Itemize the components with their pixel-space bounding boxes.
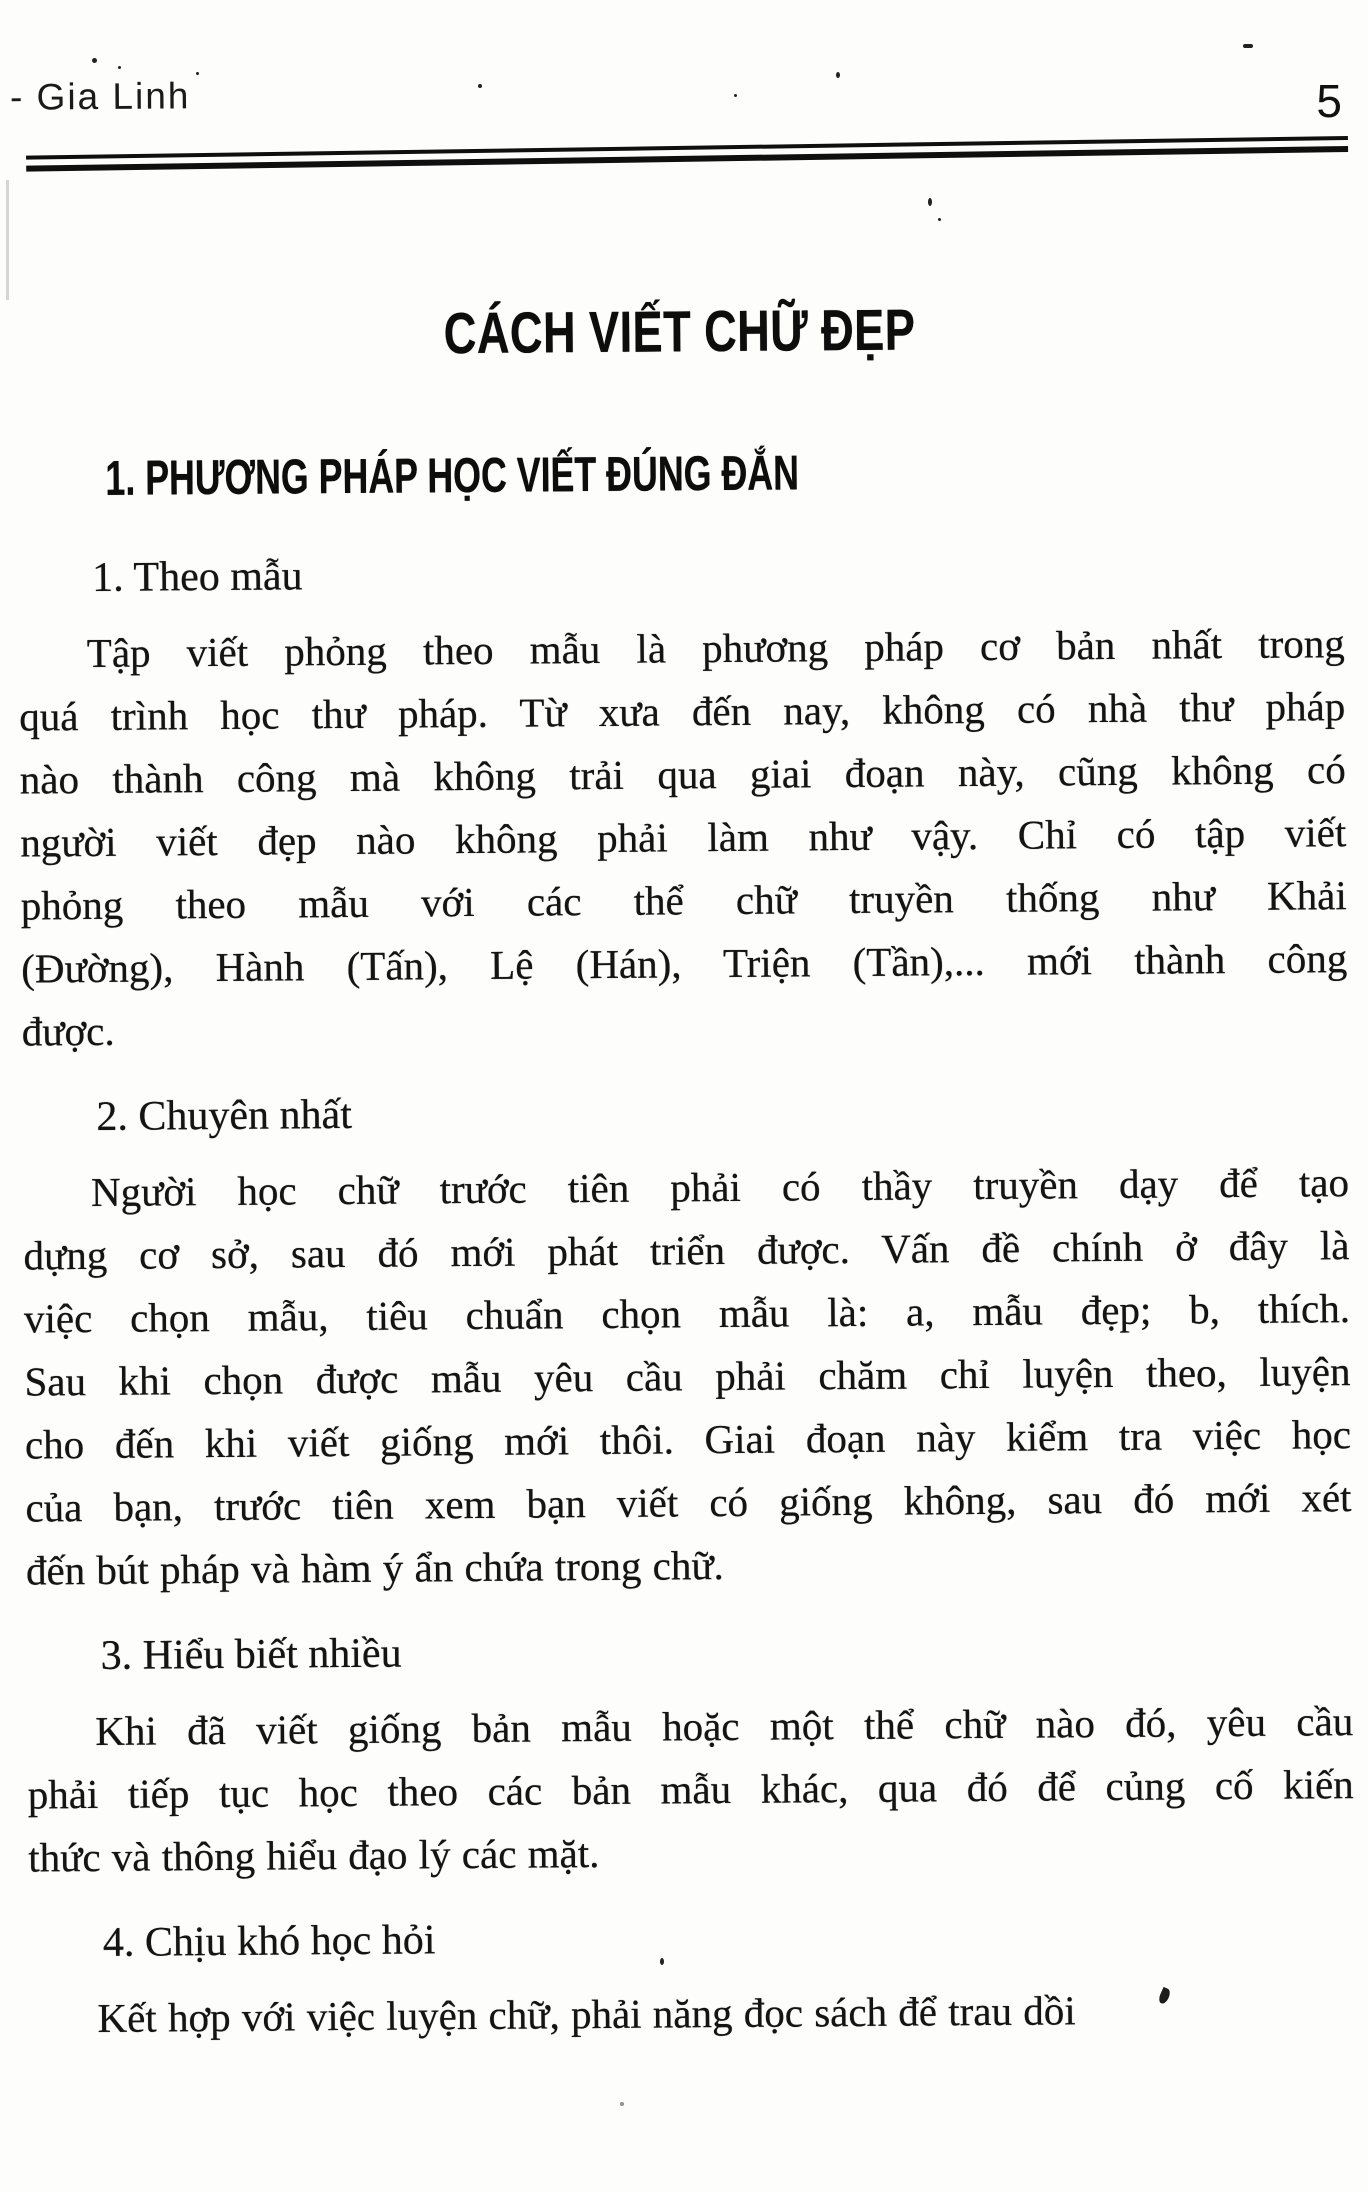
text-line: việc chọn mẫu, tiêu chuẩn chọn mẫu là: a, mẫu đẹp; b, thích. bbox=[23, 1285, 1351, 1342]
running-head-author: - Gia Linh bbox=[9, 75, 191, 118]
text-line: quá trình học thư pháp. Từ xưa đến nay, không có nhà thư pháp bbox=[19, 683, 1346, 740]
subsection-heading-3: 3. Hiểu biết nhiều bbox=[100, 1630, 402, 1679]
scan-speck bbox=[836, 72, 840, 78]
chapter-heading bbox=[17, 442, 1343, 506]
scan-speck bbox=[734, 94, 737, 97]
page-title bbox=[16, 296, 1342, 368]
paragraph bbox=[19, 612, 1348, 1063]
text-line: Tập viết phỏng theo mẫu là phương pháp cơ bản nhất trong bbox=[86, 620, 1345, 677]
scan-speck bbox=[118, 66, 121, 69]
scan-speck bbox=[938, 218, 941, 221]
scan-speck bbox=[92, 58, 97, 63]
paragraph bbox=[23, 1151, 1352, 1602]
page-content bbox=[16, 288, 1356, 2056]
text-line: được. bbox=[21, 1007, 115, 1055]
text-line: người viết đẹp nào không phải làm như vậy. Chỉ có tập viết bbox=[20, 809, 1347, 866]
subsection-heading-4: 4. Chịu khó học hỏi bbox=[102, 1917, 436, 1966]
text-line: (Đường), Hành (Tấn), Lệ (Hán), Triện (Tần),... mới thành công bbox=[21, 935, 1348, 992]
scan-speck bbox=[478, 84, 482, 88]
subsection-heading-2: 2. Chuyên nhất bbox=[96, 1091, 353, 1140]
scan-speck bbox=[660, 1958, 664, 1965]
text-line: Khi đã viết giống bản mẫu hoặc một thể chữ nào đó, yêu cầu bbox=[95, 1698, 1354, 1754]
subsection-heading-1: 1. Theo mẫu bbox=[92, 553, 303, 601]
paragraph bbox=[29, 1977, 1355, 2050]
text-line: Người học chữ trước tiên phải có thầy truyền dạy để tạo bbox=[90, 1159, 1350, 1215]
page-number: 5 bbox=[1316, 75, 1342, 127]
text-line: đến bút pháp và hàm ý ẩn chứa trong chữ. bbox=[25, 1542, 725, 1594]
scan-speck bbox=[928, 198, 932, 206]
scan-speck bbox=[620, 2102, 624, 2106]
text-line: cho đến khi viết giống mới thôi. Giai đoạn này kiểm tra việc học bbox=[24, 1411, 1352, 1468]
text-line: của bạn, trước tiên xem bạn viết có giống không, sau đó mới xét bbox=[25, 1474, 1352, 1531]
text-line: phải tiếp tục học theo các bản mẫu khác, qua đó để củng cố kiến bbox=[27, 1761, 1354, 1818]
chapter-heading-text: 1. PHƯƠNG PHÁP HỌC VIẾT ĐÚNG ĐẮN bbox=[105, 446, 800, 506]
paragraph bbox=[27, 1690, 1354, 1889]
text-line: dựng cơ sở, sau đó mới phát triển được. Vấn đề chính ở đây là bbox=[23, 1222, 1350, 1279]
text-line: nào thành công mà không trải qua giai đoạn này, cũng không có bbox=[19, 746, 1346, 803]
scan-speck bbox=[1243, 44, 1253, 48]
text-line: phỏng theo mẫu với các thể chữ truyền thống như Khải bbox=[20, 872, 1347, 929]
text-line: thức và thông hiểu đạo lý các mặt. bbox=[28, 1830, 600, 1881]
page-header bbox=[9, 72, 1342, 127]
page-title-text: CÁCH VIẾT CHỮ ĐẸP bbox=[443, 297, 916, 367]
text-line: Sau khi chọn được mẫu yêu cầu phải chăm chỉ luyện theo, luyện bbox=[24, 1348, 1351, 1405]
text-line: Kết hợp với việc luyện chữ, phải năng đọc sách để trau dồi bbox=[97, 1987, 1076, 2041]
header-double-rule bbox=[26, 136, 1348, 172]
scan-speck bbox=[196, 72, 199, 75]
scan-gutter-shadow bbox=[6, 180, 9, 300]
